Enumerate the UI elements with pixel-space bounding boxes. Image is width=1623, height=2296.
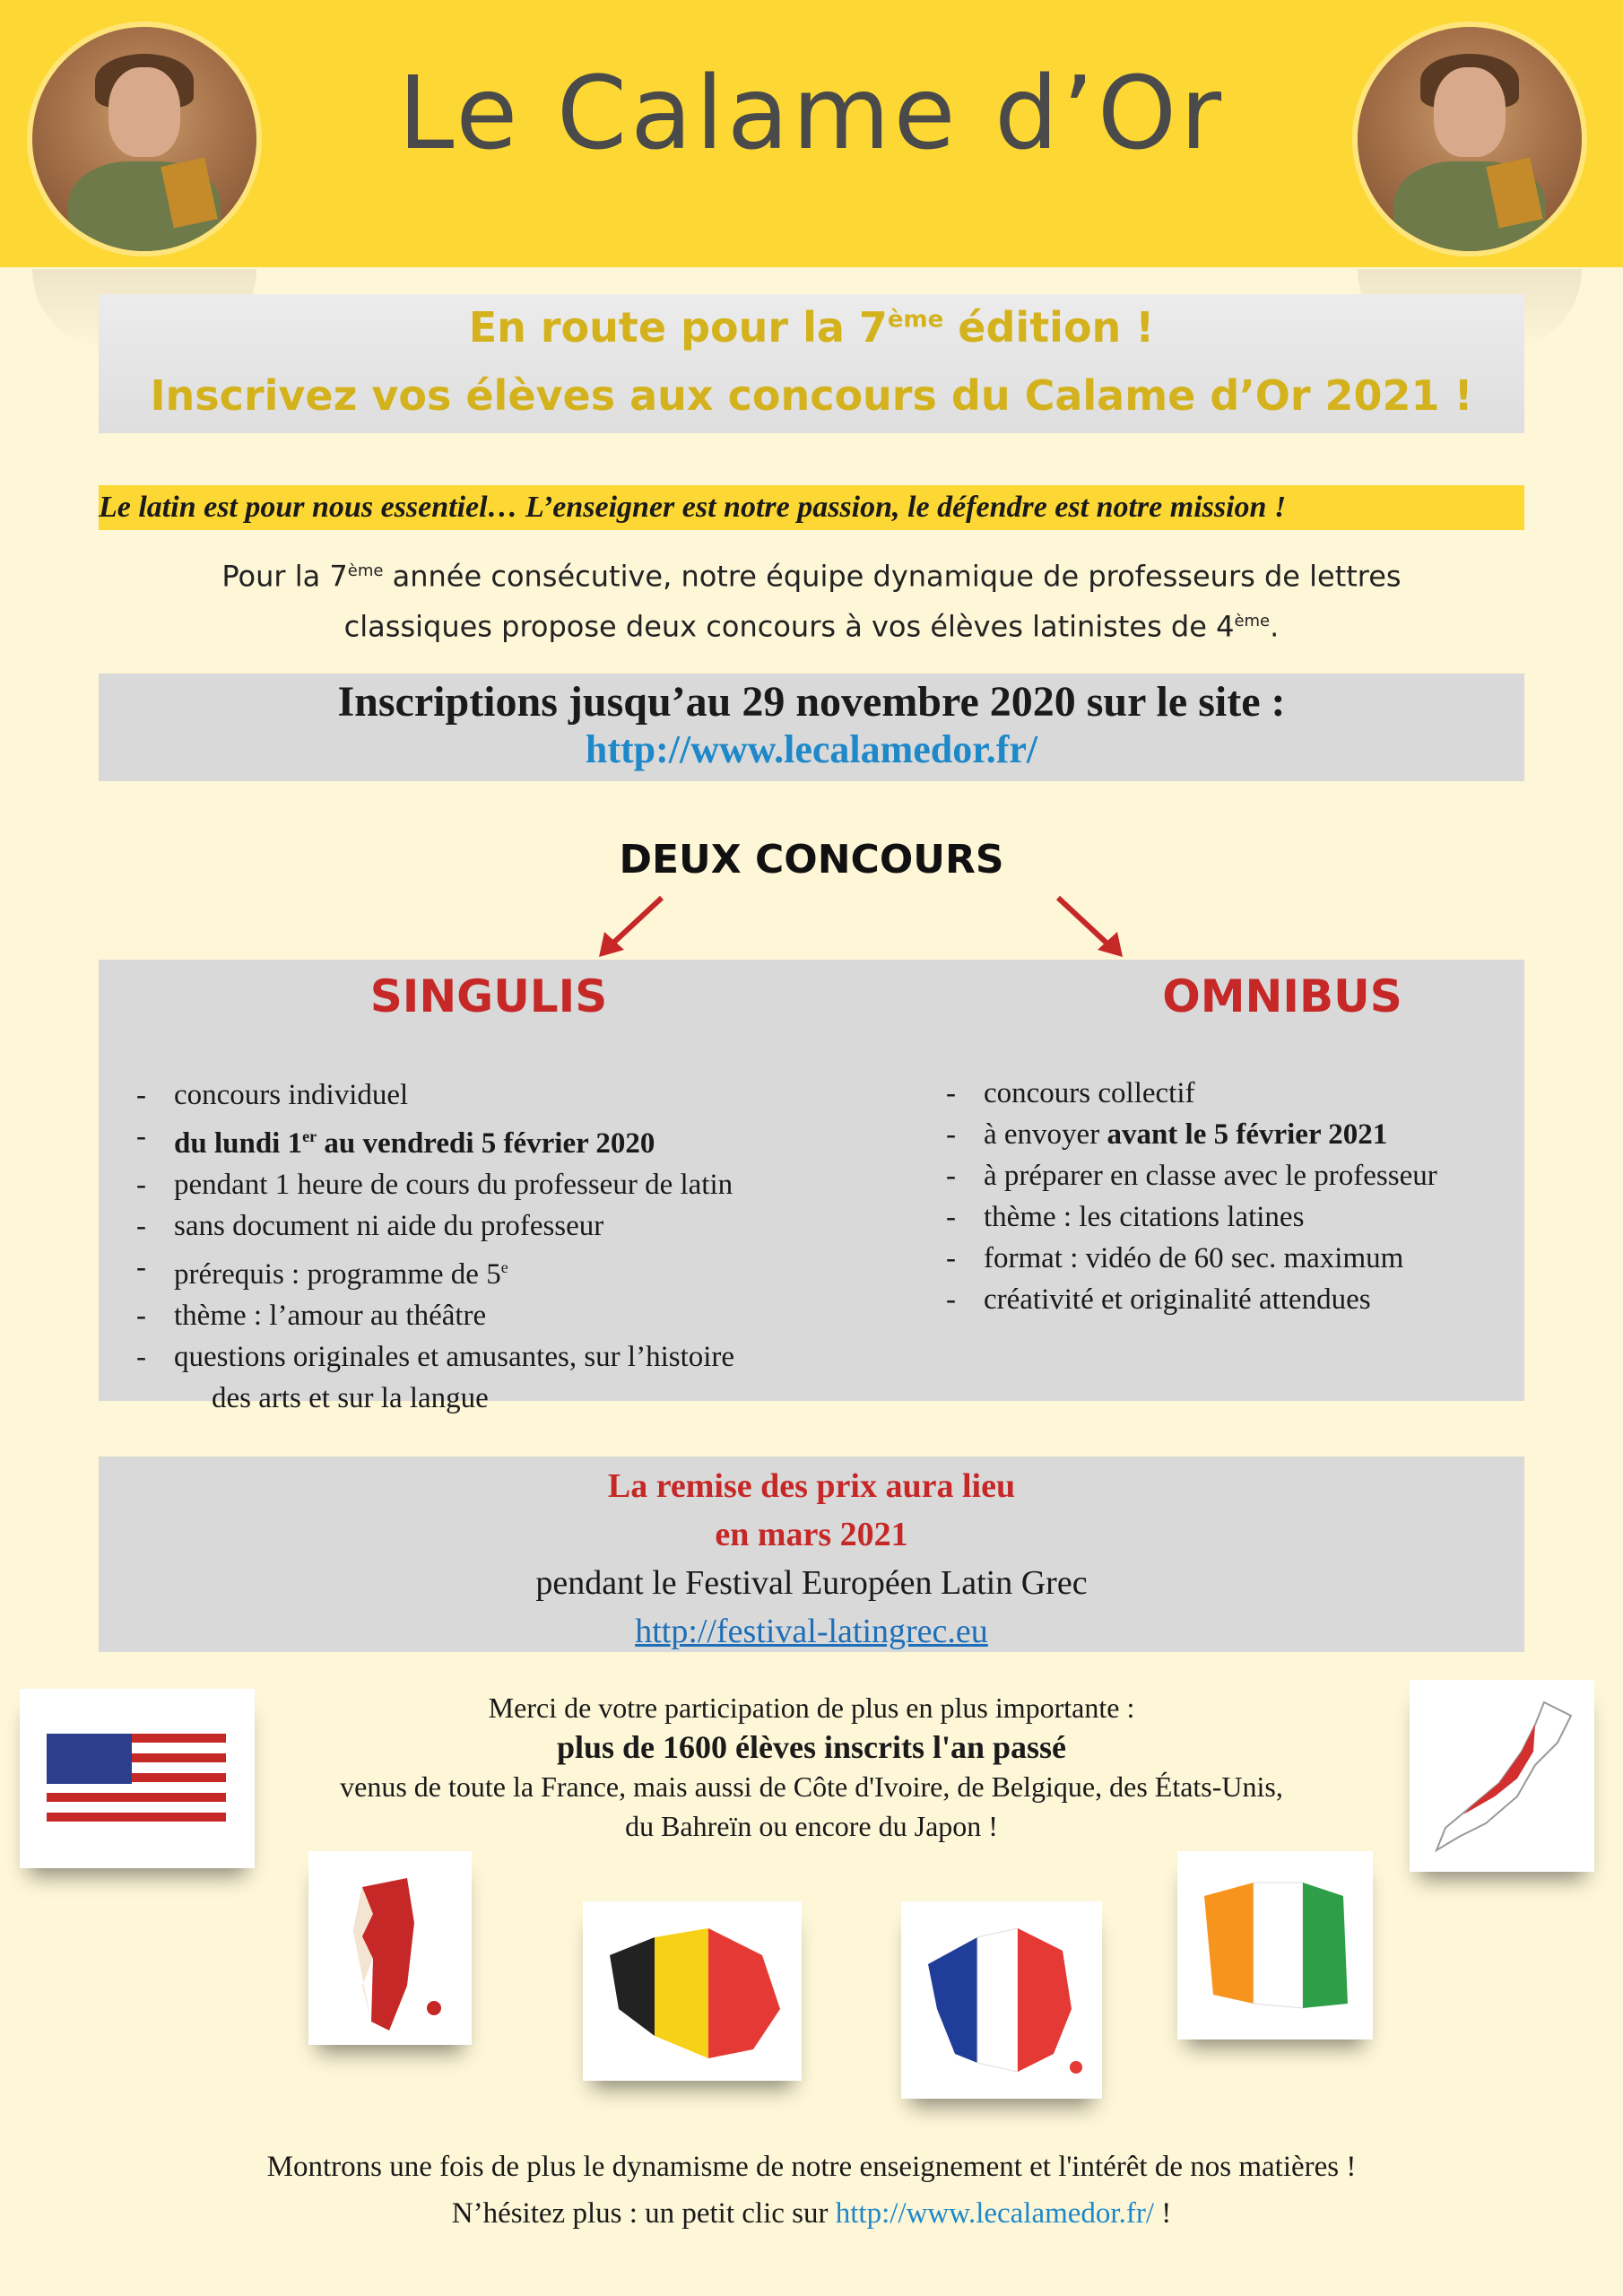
footer-site-link[interactable]: http://www.lecalamedor.fr/	[835, 2197, 1154, 2230]
thanks-paragraph: Merci de votre participation de plus en plus importante : plus de 1600 élèves inscrits l'an passé venus de toute la France, mais aussi de Côte d'Ivoire, de Belgique, des États-Unis, du Bahreïn ou encore du Japon !	[340, 1692, 1283, 1842]
intro-paragraph: Pour la 7ème année consécutive, notre équipe dynamique de professeurs de lettres classiques propose deux concours à vos élèves latinistes de 4ème.	[221, 559, 1402, 644]
list-item: - format : vidéo de 60 sec. maximum	[946, 1238, 1520, 1279]
registration-box	[99, 674, 1524, 781]
list-item: - thème : les citations latines	[946, 1196, 1520, 1238]
festival-link[interactable]: http://festival-latingrec.eu	[635, 1613, 988, 1650]
prize-line-3: pendant le Festival Européen Latin Grec	[535, 1564, 1088, 1602]
belgium-flag-map	[583, 1901, 802, 2081]
prize-line-1: La remise des prix aura lieu	[607, 1467, 1016, 1505]
bahrain-flag-map	[308, 1851, 472, 2045]
list-item: - prérequis : programme de 5e	[136, 1247, 836, 1295]
list-item: - questions originales et amusantes, sur l’histoire des arts et sur la langue	[136, 1336, 836, 1419]
contests-heading: DEUX CONCOURS	[619, 837, 1004, 883]
usa-flag-map	[20, 1689, 255, 1868]
footer-line-1: Montrons une fois de plus le dynamisme de notre enseignement et l'intérêt de nos matières !	[266, 2151, 1357, 2183]
ivory-coast-flag-map	[1177, 1851, 1373, 2039]
list-item: - concours collectif	[946, 1073, 1520, 1114]
singulis-title: SINGULIS	[369, 970, 608, 1022]
list-item: - à préparer en classe avec le professeur	[946, 1155, 1520, 1196]
page-title: Le Calame d’Or	[397, 56, 1226, 172]
contests-box	[99, 960, 1524, 1414]
list-item: - thème : l’amour au théâtre	[136, 1295, 836, 1336]
list-item: - à envoyer avant le 5 février 2021	[946, 1114, 1520, 1155]
edition-banner	[99, 294, 1524, 433]
list-item: - sans document ni aide du professeur	[136, 1205, 836, 1247]
list-item: - du lundi 1er au vendredi 5 février 2020	[136, 1116, 836, 1164]
list-item: - pendant 1 heure de cours du professeur de latin	[136, 1164, 836, 1205]
prize-line-2: en mars 2021	[715, 1516, 908, 1553]
motto-banner: Le latin est pour nous essentiel… L’enseigner est notre passion, le défendre est notre mission !	[99, 485, 1524, 530]
arrow-down-right-icon	[1049, 892, 1139, 964]
edition-line-2: Inscrivez vos élèves aux concours du Calame d’Or 2021 !	[150, 371, 1473, 420]
singulis-list	[136, 1074, 836, 1419]
footer-line-2: N’hésitez plus : un petit clic sur http://www.lecalamedor.fr/ !	[451, 2197, 1172, 2230]
japan-flag-map	[1410, 1680, 1594, 1872]
prize-box	[99, 1457, 1524, 1652]
list-item: - concours individuel	[136, 1074, 836, 1116]
omnibus-list	[946, 1073, 1520, 1320]
omnibus-title: OMNIBUS	[1162, 970, 1402, 1022]
france-flag-map	[901, 1901, 1102, 2099]
arrow-down-left-icon	[592, 892, 681, 964]
footer	[0, 2144, 1623, 2237]
registration-text: Inscriptions jusqu’au 29 novembre 2020 sur le site :	[337, 678, 1286, 726]
list-item: - créativité et originalité attendues	[946, 1279, 1520, 1320]
edition-line-1: En route pour la 7ème édition !	[468, 303, 1155, 352]
registration-link[interactable]: http://www.lecalamedor.fr/	[585, 727, 1038, 771]
